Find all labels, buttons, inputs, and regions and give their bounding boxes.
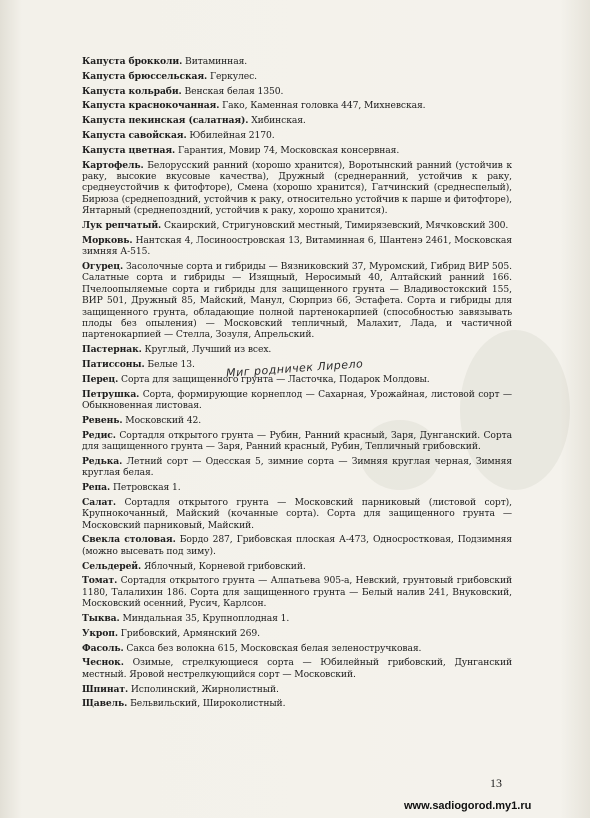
variety-list: Миндальная 35, Крупноплодная 1.: [119, 613, 290, 625]
vegetable-varieties-list: [82, 56, 512, 713]
variety-entry: [82, 86, 512, 97]
variety-entry: [82, 145, 512, 156]
variety-list: Геркулес.: [207, 70, 257, 82]
crop-name: Картофель.: [82, 159, 144, 171]
variety-entry: [82, 657, 512, 680]
variety-list: Нантская 4, Лосиноостровская 13, Витаминная 6, Шантенэ 2461, Московская зимняя А-515.: [82, 234, 512, 258]
variety-entry: [82, 482, 512, 493]
variety-list: Бельвильский, Широколистный.: [127, 698, 286, 710]
variety-list: Сортадля открытого грунта — Рубин, Ранний красный, Заря, Дунганский. Сорта для защищенного грунта — Заря, Ранний красный, Рубин, Тепличный грибовский.: [82, 429, 512, 453]
variety-list: Гако, Каменная головка 447, Михневская.: [219, 100, 426, 112]
variety-list: Белорусский ранний (хорошо хранится), Воротынский ранний (устойчив к раку, высокие вкусовые качества), Дружный (среднеранний, устойчив к раку, среднеустойчив к фитофторе), Смена (хорошо хранится), Гатчинский (среднеспелый), Бирюза (среднепоздний, устойчив к раку, относительно устойчив к парше и фитофторе), Янтарный (среднепоздний, устойчив к раку, хорошо хранится).: [82, 159, 512, 217]
crop-name: Огурец.: [82, 261, 124, 272]
handwritten-note: Миг родничек Лирело: [225, 357, 364, 380]
variety-entry: [82, 415, 512, 426]
variety-list: Исполинский, Жирнолистный.: [128, 683, 279, 695]
variety-list: Гарантия, Мовир 74, Московская консервная.: [175, 144, 400, 156]
crop-name: Морковь.: [82, 234, 133, 246]
variety-list: Витаминная.: [182, 56, 248, 67]
crop-name: Капуста краснокочанная.: [82, 100, 220, 112]
crop-name: Томат.: [82, 575, 118, 587]
variety-list: Венская белая 1350.: [181, 85, 284, 97]
variety-list: Озимые, стрелкующиеся сорта — Юбилейный грибовский, Дунганский местный. Яровой нестрелкующийся сорт — Московский.: [82, 657, 512, 680]
variety-entry: [82, 698, 512, 709]
crop-name: Щавель.: [82, 698, 128, 710]
crop-name: Укроп.: [82, 627, 118, 639]
variety-list: Бордо 287, Грибовская плоская А-473, Односростковая, Подзимняя (можно высевать под зиму).: [82, 534, 512, 557]
variety-entry: [82, 456, 512, 479]
crop-name: Патиссоны.: [82, 359, 145, 371]
variety-entry: [82, 684, 512, 695]
variety-list: Засолочные сорта и гибриды — Вязниковский 37, Муромский, Гибрид ВИР 505. Салатные сорта и гибриды — Изящный, Неросимый 40, Алтайский ранний 166. Пчелоопыляемые сорта и гибриды для защищенного грунта — Владивостокский 155, ВИР 501, Дружный 85, Майский, Манул, Сюрприз 66, Эстафета. Сорта и гибриды для защищенного грунта, обладающие полной партенокарпией (способностью завязывать плоды без опыления) — Московский тепличный, Малахит, Лада, и частичной партенокарпией — Стелла, Зозуля, Апрельский.: [82, 261, 512, 341]
variety-list: Петровская 1.: [110, 482, 181, 494]
crop-name: Лук репчатый.: [82, 220, 162, 231]
crop-name: Петрушка.: [82, 388, 140, 400]
variety-entry: [82, 561, 512, 572]
variety-entry: [82, 575, 512, 609]
variety-entry: [82, 497, 512, 531]
variety-list: Московский 42.: [122, 414, 202, 426]
crop-name: Редька.: [82, 455, 123, 467]
variety-entry: [82, 374, 512, 385]
variety-entry: [82, 115, 512, 126]
variety-list: Белые 13.: [144, 359, 195, 371]
variety-entry: [82, 628, 512, 639]
variety-entry: [82, 235, 512, 258]
variety-entry: [82, 261, 512, 341]
variety-list: Сакса без волокна 615, Московская белая зеленостручковая.: [123, 642, 422, 654]
crop-name: Пастернак.: [82, 344, 142, 356]
variety-entry: [82, 220, 512, 231]
page-number: 13: [490, 776, 502, 790]
crop-name: Капуста цветная.: [82, 144, 176, 156]
variety-entry: [82, 56, 512, 67]
crop-name: Салат.: [82, 496, 116, 508]
crop-name: Капуста кольраби.: [82, 85, 182, 97]
crop-name: Капуста брокколи.: [82, 56, 183, 67]
variety-list: Сорта для защищенного грунта — Ласточка, Подарок Молдовы.: [118, 373, 430, 385]
crop-name: Тыква.: [82, 613, 120, 625]
crop-name: Сельдерей.: [82, 560, 142, 572]
crop-name: Свекла столовая.: [82, 534, 176, 546]
variety-entry: [82, 160, 512, 217]
variety-list: Круглый, Лучший из всех.: [141, 344, 272, 356]
site-watermark: www.sadiogorod.my1.ru: [404, 800, 532, 812]
crop-name: Капуста савойская.: [82, 129, 187, 141]
variety-entry: [82, 130, 512, 141]
variety-list: Сортадля открытого грунта — Московский парниковый (листовой сорт), Крупнокочанный, Майский (кочанные сорта). Сорта для защищенного грунта — Московский парниковый, Майский.: [82, 496, 512, 531]
variety-list: Летний сорт — Одесская 5, зимние сорта — Зимняя круглая черная, Зимняя круглая белая.: [82, 455, 512, 479]
variety-entry: [82, 430, 512, 453]
crop-name: Чеснок.: [82, 657, 124, 669]
variety-entry: [82, 71, 512, 82]
variety-list: Скаирский, Стригуновский местный, Тимирязевский, Мячковский 300.: [161, 220, 509, 231]
crop-name: Капуста пекинская (салатная).: [82, 115, 249, 127]
variety-list: Сортадля открытого грунта — Алпатьева 905-а, Невский, грунтовый грибовский 1180, Талалихин 186. Сорта для защищенного грунта — Белый налив 241, Внуковский, Московский осенний, Русич, Карлсон.: [82, 575, 512, 610]
variety-entry: [82, 344, 512, 355]
variety-list: Грибовский, Армянский 269.: [117, 627, 260, 639]
crop-name: Капуста брюссельская.: [82, 70, 208, 82]
crop-name: Перец.: [82, 373, 119, 385]
crop-name: Редис.: [82, 429, 116, 441]
variety-list: Яблочный, Корневой грибовский.: [141, 560, 306, 572]
crop-name: Шпинат.: [82, 683, 129, 695]
variety-list: Юбилейная 2170.: [186, 129, 275, 141]
variety-entry: [82, 389, 512, 412]
variety-list: Хибинская.: [248, 115, 306, 127]
variety-entry: [82, 100, 512, 111]
crop-name: Репа.: [82, 482, 111, 494]
variety-entry: [82, 613, 512, 624]
crop-name: Фасоль.: [82, 642, 124, 654]
variety-entry: [82, 534, 512, 557]
variety-entry: [82, 643, 512, 654]
variety-list: Сорта, формирующие корнеплод — Сахарная, Урожайная, листовой сорт — Обыкновенная листовая.: [82, 388, 512, 412]
crop-name: Ревень.: [82, 414, 123, 426]
